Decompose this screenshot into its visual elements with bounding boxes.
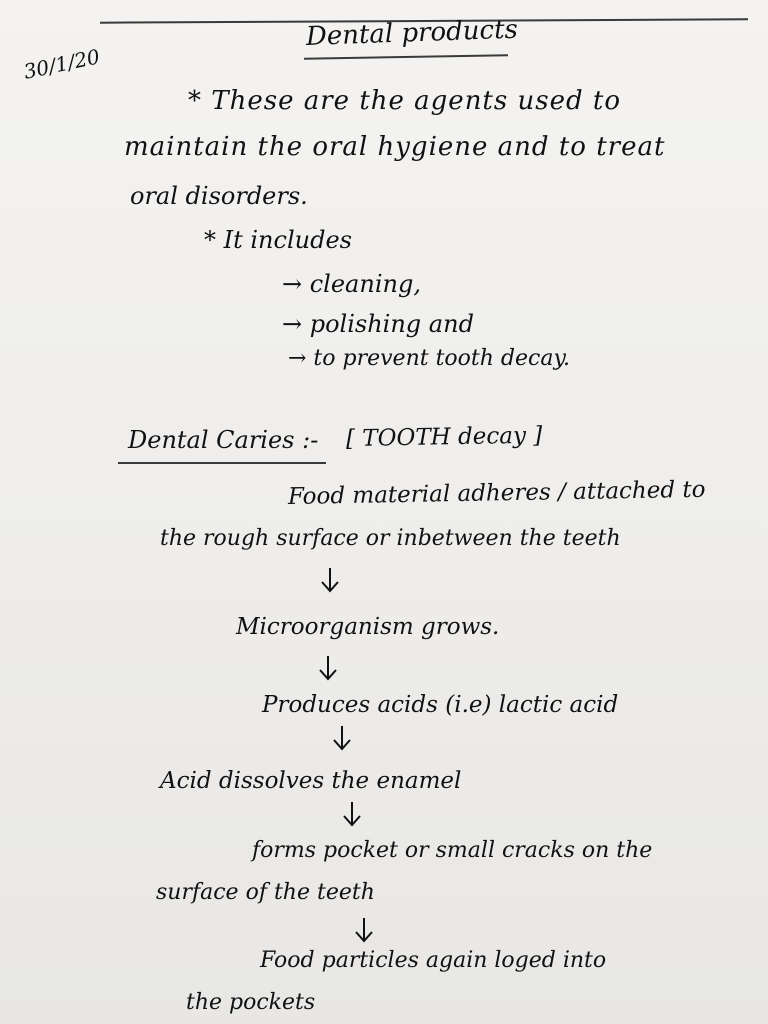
heading-underline [304,54,508,59]
flow-step-5-line-1: forms pocket or small cracks on the [252,838,653,863]
section-title-underline [118,462,326,464]
flow-step-4: Acid dissolves the enamel [160,768,462,794]
section-title: Dental Caries :- [128,426,319,454]
includes-item-polishing: → polishing and [282,310,474,338]
includes-item-prevent-decay: → to prevent tooth decay. [288,346,570,371]
section-alt-name: [ TOOTH decay ] [345,422,543,452]
down-arrow-icon [318,566,342,594]
flow-step-3: Produces acids (i.e) lactic acid [262,692,619,718]
includes-item-cleaning: → cleaning, [282,270,421,298]
flow-step-1-line-2: the rough surface or inbetween the teeth [160,526,621,551]
flow-step-2: Microorganism grows. [236,614,500,640]
intro-line-2: maintain the oral hygiene and to treat [124,132,666,162]
down-arrow-icon [316,654,340,682]
includes-label: * It includes [204,226,352,254]
intro-line-3: oral disorders. [130,182,308,210]
down-arrow-icon [330,724,354,752]
flow-step-6-line-1: Food particles again loged into [260,948,607,973]
date: 30/1/20 [21,44,102,84]
down-arrow-icon [340,800,364,828]
down-arrow-icon [352,916,376,944]
flow-step-5-line-2: surface of the teeth [156,880,375,905]
flow-step-1-line-1: Food material adheres / attached to [287,476,706,510]
intro-line-1: * These are the agents used to [188,86,621,116]
flow-step-6-line-2: the pockets [186,990,316,1015]
page-heading: Dental products [305,14,519,52]
